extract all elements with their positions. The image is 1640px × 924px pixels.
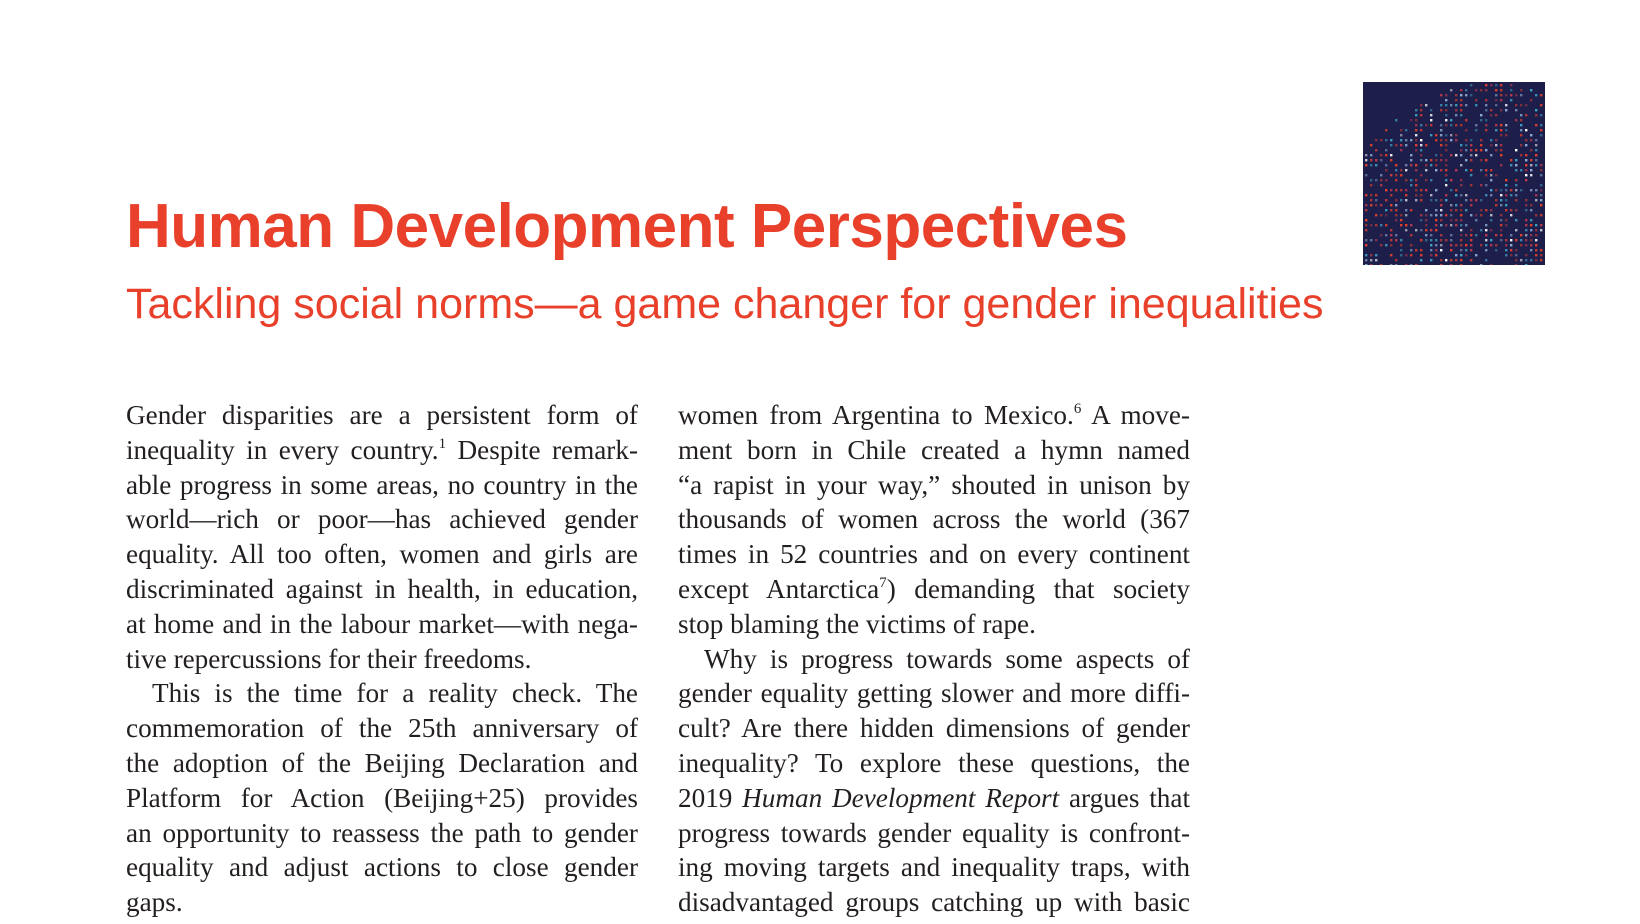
dotted-globe-icon	[1363, 82, 1545, 265]
text-line: “a rapist in your way,” shouted in unison by	[678, 469, 1190, 500]
text-line: an opportunity to reassess the path to gender	[126, 817, 638, 848]
text-line: tive repercussions for their freedoms.	[126, 643, 532, 674]
text-line: cult? Are there hidden dimensions of gender	[678, 713, 1190, 744]
footnote-ref: 6	[1073, 400, 1082, 417]
page-title: Human Development Perspectives	[126, 192, 1128, 261]
text-line: at home and in the labour market—with nega-	[126, 608, 638, 639]
text-line: gaps.	[126, 887, 183, 918]
text-line: ment born in Chile created a hymn named	[678, 434, 1190, 465]
text-line: equality and adjust actions to close gender	[126, 852, 638, 883]
text-line: This is the time for a reality check. The	[152, 678, 638, 709]
text-line: gender equality getting slower and more diffi-	[678, 678, 1190, 709]
text-line: except Antarctica$^7$) demanding that society	[678, 573, 1190, 604]
text-line: able progress in some areas, no country in the	[126, 469, 638, 500]
text-line: the adoption of the Beijing Declaration and	[126, 747, 638, 778]
body-column-1	[126, 398, 638, 920]
text-line: thousands of women across the world (367	[678, 504, 1190, 535]
text-line: ing moving targets and inequality traps, with	[678, 852, 1190, 883]
text-line: disadvantaged groups catching up with basic	[678, 887, 1190, 918]
text-line: stop blaming the victims of rape.	[678, 608, 1036, 639]
text-line: times in 52 countries and on every continent	[678, 539, 1190, 570]
text-line: discriminated against in health, in education,	[126, 573, 638, 604]
text-line: Platform for Action (Beijing+25) provides	[126, 782, 638, 813]
text-line: equality. All too often, women and girls are	[126, 539, 638, 570]
text-line: world—rich or poor—has achieved gender	[126, 504, 638, 535]
text-line: commemoration of the 25th anniversary of	[126, 713, 638, 744]
text-line: 2019 Human Development Report argues that	[678, 782, 1190, 813]
footnote-ref: 7	[879, 574, 887, 591]
text-line: inequality? To explore these questions, the	[678, 747, 1190, 778]
text-line: inequality in every country.$^1$ Despite remark-	[126, 434, 638, 465]
text-line: Gender disparities are a persistent form of	[126, 400, 638, 430]
footnote-ref: 1	[438, 435, 447, 452]
text-line: progress towards gender equality is confront-	[678, 817, 1190, 848]
text-line: Why is progress towards some aspects of	[704, 643, 1190, 674]
body-column-2	[678, 398, 1190, 920]
page-subtitle: Tackling social norms—a game changer for gender inequalities	[126, 280, 1324, 328]
text-line: women from Argentina to Mexico.$^6$ A move-	[678, 400, 1190, 430]
report-title: Human Development Report	[742, 782, 1060, 813]
